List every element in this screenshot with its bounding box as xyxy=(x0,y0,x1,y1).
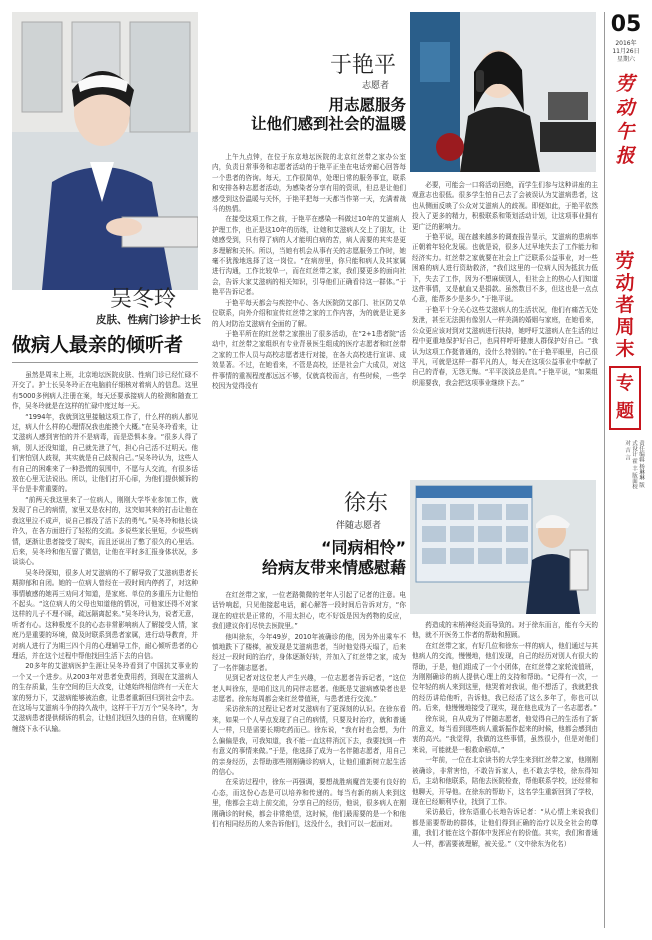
story3-headline xyxy=(210,538,406,578)
story1-body xyxy=(12,370,198,932)
story3-body-col1 xyxy=(212,590,406,932)
sidebar-column-title: 劳动者周末 xyxy=(615,250,635,360)
story2-role: 志愿者 xyxy=(362,81,390,91)
nurse-photo-illustration xyxy=(12,12,198,290)
story2-body-col1 xyxy=(212,152,406,478)
story2-name: 于艳平 xyxy=(330,53,397,78)
story2-paragraph: 于艳平十分关心这些艾滋病人的生活状况，他们有痛苦无处发泄，甚至无法拥有像别人一样美满的婚姻与家庭，在她看来，公众更应该对到对艾滋病进行扶持，她呼吁艾滋病人在生活的过程中更重地保护好自己，也同样呼吁健康人群保护好自己。“我认为这项工作挺普通的，没什么特别的。”在于艳平眼里，自己很平凡，可就是这样一群平凡的人，每天在这项公益事业中奉献了自己的青春，无怨无悔。“平平淡淡总是真。”于艳平说，“如果组织需要我，我会把这项事业继续下去。” xyxy=(412,305,598,387)
story3-paragraph: 在红丝带之家，一位老路微微的老年人引起了记者的注意。电话铃响起，只见他接起电话，耐心解答一段时间后告诉对方，“你现在的症状是正常的，不用太担心，吃不好饭是因为药物的反应，我们建议你们尽快去医院里。” xyxy=(212,591,406,631)
sidebar-credit: 版式设计 霍 丰 xyxy=(631,440,644,488)
page-date-year: 2016年 xyxy=(615,40,637,47)
sidebar-credit: 责任编辑 杨琳琳 xyxy=(638,440,644,481)
story3-paragraph: 采访徐东的过程让记者对艾滋病有了更深刻的认识。在徐东看来，如果一个人早点发现了自己的病情，只要及时治疗，就和普通人一样，只是需要长期吃药而已。徐东说，“我有时也会想，为什么偏偏是我，可我知道，我不能一直这样消沉下去，我要找到一件有意义的事情来做。”于是，他选择了成为一名伴随志愿者，用自己的亲身经历，去帮助那些刚刚确诊的病人，让他们重新树立起生活的信心。 xyxy=(212,705,406,776)
newspaper-brand-logo: 劳动午报 xyxy=(615,73,635,167)
story2-headline-line: 用志愿服务 xyxy=(328,96,406,114)
story3-headline-line: “同病相怜” xyxy=(320,538,406,557)
sidebar-topic-box xyxy=(609,366,641,430)
story1-paragraph: 吴冬玲深知，很多人对艾滋病的不了解导致了艾滋病患者长期抑郁和自闭。她的一位病人曾经在一段时间内停药了，对这种事情敏感的她再三劝问才知道，是家庭、单位的多重压力让他怕不起头。“这位病人的父母也知道他的情况，可他家还得不对家这样的儿子不理不睬，疏远隔离起来。”吴冬玲认为，说者无意，听者有心。这种极度不良的心态非常影响病人了解接受人情，家庭乃是重要的环境，做及时联系到患者家属，进行动导教育，并对病人进行了为期三四个月的心理辅导工作，耐心倾听患者的心理话，并在这个过程中帮他找回生活下去的自信。 xyxy=(12,568,198,660)
story3-paragraph: 在红丝带之家，有好几位和徐东一样的病人，他们通过与其他病人的交流，慢慢地，他们发现，自己的经历对别人有很大的帮助，于是，他们组成了一个小团体，在红丝带之家轮流值班，为刚刚确诊的病人提供心理上的支持和帮助。“记得有一次，一位年轻的病人来到这里，他哭着对我说，他不想活了，我就把我的经历讲给他听，告诉他，我已经活了这么多年了，你也可以的。后来，他慢慢地接受了现实，现在他也成为了一名志愿者。” xyxy=(412,641,598,713)
story3-paragraph: 一年前，一位在北京读书的大学生来到红丝带之家，他刚刚被确诊，非常害怕，不敢告诉家人，也不敢去学校，徐东得知后，主动和他联系，陪他去医院检查，帮他联系学校，还经常和他聊天，开导他。在徐东的帮助下，这名学生重新回到了学校，现在已经顺利毕业，找到了工作。 xyxy=(412,756,598,806)
story1-paragraph: 20多年的艾滋病医护生涯让吴冬玲看到了中国抗艾事业的一个又一个进步。从2003年对患者免费用药，到现在艾滋病人的生存质量，生存空间的巨大改变，让她始终相信终有一天在大家的努力下，艾滋病能够被治愈，让患者重新回归到社会中去。在这场与艾滋病斗争的持久战中，这样干干万万个“吴冬玲”，为艾滋病患者提供倾诉的机会，让他们找回久违的自信，在病魔的缠绕下永不认输。 xyxy=(12,662,198,733)
story3-paragraph: 见到记者对这位老人产生兴趣，一位志愿者告诉记者，“这位老人叫徐东，是咱们这儿的同伴志愿者。他既是艾滋病感染者也是志愿者。徐东每周都会来红丝带值班，与患者进行交流。” xyxy=(212,674,406,704)
story1-paragraph: “前两天我这里来了一位病人，刚刚大学毕业参加工作，就发现了自己的病情，家里又是农村的，这突如其来的打击让他在我这里泣不成声，说自己都没了活下去的勇气。”吴冬玲和他长谈许久，在各方面进行了轻松的交流。多说些家长里短，少说些病情，逐渐让患者接受了现实，而且还说出了憋了很久的心里话。后来，吴冬玲和他互留了微信，让他在平时多汇报身体状况，多谈谈心。 xyxy=(12,495,198,567)
story2-headline xyxy=(210,96,406,135)
volunteer-photo xyxy=(410,12,596,172)
nurse-photo xyxy=(12,12,198,290)
sidebar-credit: 版面校对 吉 言 xyxy=(624,440,637,490)
xudong-photo xyxy=(410,480,596,614)
page-number: 05 xyxy=(610,12,642,37)
story1-divider xyxy=(12,362,198,363)
story2-paragraph: 于艳平说，现在越来越多的调查报告显示，艾滋病的患病率正朝着年轻化发展。也就是说，很多人过早地失去了工作能力和经济实力。红丝带之家就要在社会上广泛联系公益事业，对一些困难的病人进行资助救济，“我们这里的一位病人因为抵抗力低下，失去了工作，因为不想麻烦别人，但社会上的热心人们知道这件事情，又是献血又是捐款。虽然数目不多，但这也是一点点心意，能帮多少是多少。”于艳平说。 xyxy=(412,233,598,304)
story3-paragraph: 药造成的末梢神经炎而导致的。对于徐东而言，能有今天的他，就不开医务工作者的帮助和照顾。 xyxy=(412,621,598,640)
story2-paragraph: 在接受这项工作之前，于艳平在感染一科做过10年的艾滋病人护理工作，也正是这10年的历练，让她和艾滋病人交上了朋友，让她感受到，只有得了病的人才能明白病的苦，病人需要的其实是更多理解和关怀。所以，当她有机会从事有关的志愿服务工作时，她毫不犹豫地选择了这一岗位。“在病房里，你只能和病人及其家属进行沟通，工作比较单一，而在红丝带之家，我们要更多的面向社会，告诉大家艾滋病的相关知识，引导他们正确看待这一群体。”于艳平告诉记者。 xyxy=(212,215,406,297)
story1-paragraph: 虽然是周末上班，北京地坛医院皮肤、性病门诊已经忙碌不开交了。护士长吴冬玲正在电脑前仔细核对着病人的信息。这里有5000多例病人注册在案，每天还要承接病人的检测和随查工作，吴冬玲就是在这样的忙碌中度过每一天。 xyxy=(12,371,198,411)
story2-headline-line: 让他们感到社会的温暖 xyxy=(250,115,406,134)
story2-paragraph: 于艳平所在的红丝带之家推出了很多活动，在“2+1患者院”活动中，红丝带之家组织有专业背景医生组成的医疗志愿者和红丝带之家的工作人员与高校志愿者进行对接，在各大高校进行宣讲、成效显著。不过，在她看来，不管是高校，还是社会广大成员，对这件事情的重视程度都远远不够，仅就高校而言，有些时候，一些学校因为觉得没有 xyxy=(212,329,406,390)
page-date-day: 11月26日 xyxy=(612,48,640,55)
story1-name: 吴冬玲 xyxy=(110,287,177,312)
story2-paragraph: 上午九点钟，在位于东京地坛医院的北京红丝带之家办公室内，负责日常事务和志愿者活动的于艳平正坐在电话旁耐心回答每一个患者的咨询。每天，工作很简单，处理日常的服务事宜，联系和安排各种志愿者活动，为感染者分享有用的资讯，但总是让他们感受到这份温暖与关怀，于艳平把每一天都当作第一天，充满着战斗的热情。 xyxy=(212,153,406,214)
volunteer-photo-illustration xyxy=(410,12,596,172)
story3-name: 徐东 xyxy=(344,491,389,516)
story3-paragraph: 徐东说，自从成为了伴随志愿者，他觉得自己的生活有了新的意义，每当看到那些病人重新振作起来的时候，他都会感到由衷的高兴。“我觉得，我做的这些事情，虽然很小，但是对他们来说，可能就是一根救命稻草。” xyxy=(412,714,598,754)
story3-paragraph: 他叫徐东，今年49岁，2010年被确诊的他，因为外出乘车不慎地跌下了楼梯，被发现是艾滋病患者，当时他觉得天塌了，后来经过一段时间的治疗，身体逐渐好转，并加入了红丝带之家，成为了一名伴随志愿者。 xyxy=(212,632,406,672)
story2-paragraph: 于艳平每天都会与疾控中心、各大医院防艾部门、社区防艾单位联系，向外介绍和宣传红丝带之家的工作内容，为的就是让更多的人对防治艾滋病有全面的了解。 xyxy=(212,298,406,328)
story3-headline-line: 给病友带来情感慰藉 xyxy=(261,558,406,577)
story3-paragraph: 采访最后，徐东语重心长地告诉记者：“从心情上来说我们都是需要帮助的群体，让他们得到正确的治疗以及全社会的尊重，我们才能在这个群体中发挥应有的价值。其实，我们和普通人一样，都需要被理解，被关爱。”（文中徐东为化名） xyxy=(412,808,598,848)
story3-role: 伴随志愿者 xyxy=(336,521,382,531)
story2-body-col2 xyxy=(412,180,598,476)
story3-body-col2 xyxy=(412,620,598,932)
sidebar-credits xyxy=(608,440,644,490)
story1-paragraph: “1994年，我就到这里接触这项工作了，什么样的病人都见过，病人什么样的心理情况我也能摸个大概。”在吴冬玲看来，让艾滋病人感到害怕的并不是病毒，而是恐惧本身。“很多人得了病，别人还没知道，自己就先泄了气，担心自己活不过明天。他们害怕别人歧视，其实就是自己歧视自己。”吴冬玲认为，这些人有自己的困难来了一种恐慌的氛围中，不愿与人交流，有很多话放在心里无法说出。所以，让他们打开心扉，为他们提供倾诉的平台是非常重要的。 xyxy=(12,412,198,494)
page-date xyxy=(606,40,646,64)
xudong-photo-illustration xyxy=(410,480,596,614)
page-weekday: 星期六 xyxy=(616,56,635,63)
story1-headline: 做病人最亲的倾听者 xyxy=(12,334,184,356)
sidebar-divider xyxy=(604,12,605,928)
story3-paragraph: 在采访过程中，徐东一再强调，要想战胜病魔首先要有良好的心态，而这份心态是可以培养和传递的。每当有新的病人来到这里，他都会主动上前交流，分享自己的经历，他说，很多病人在刚刚确诊的时候，都会非常绝望，这时候，他们最需要的是一个和他们有相同经历的人来告诉他们，这没什么，我们可以一起面对。 xyxy=(212,778,406,828)
story1-role: 皮肤、性病门诊护士长 xyxy=(96,314,201,326)
sidebar-topic: 专题 xyxy=(616,373,634,422)
story2-paragraph: 必要，可能会一口将活动回绝，而学生们参与这种讲座的主观意志也很低。很多学生怕自己去了会被误认为艾滋病患者，这也从侧面反映了公众对艾滋病人的歧视。即便如此，于艳平依然投入了更多的精力，积极联系和策划活动计划，让这项事业拥有更广泛的影响力。 xyxy=(412,181,598,231)
